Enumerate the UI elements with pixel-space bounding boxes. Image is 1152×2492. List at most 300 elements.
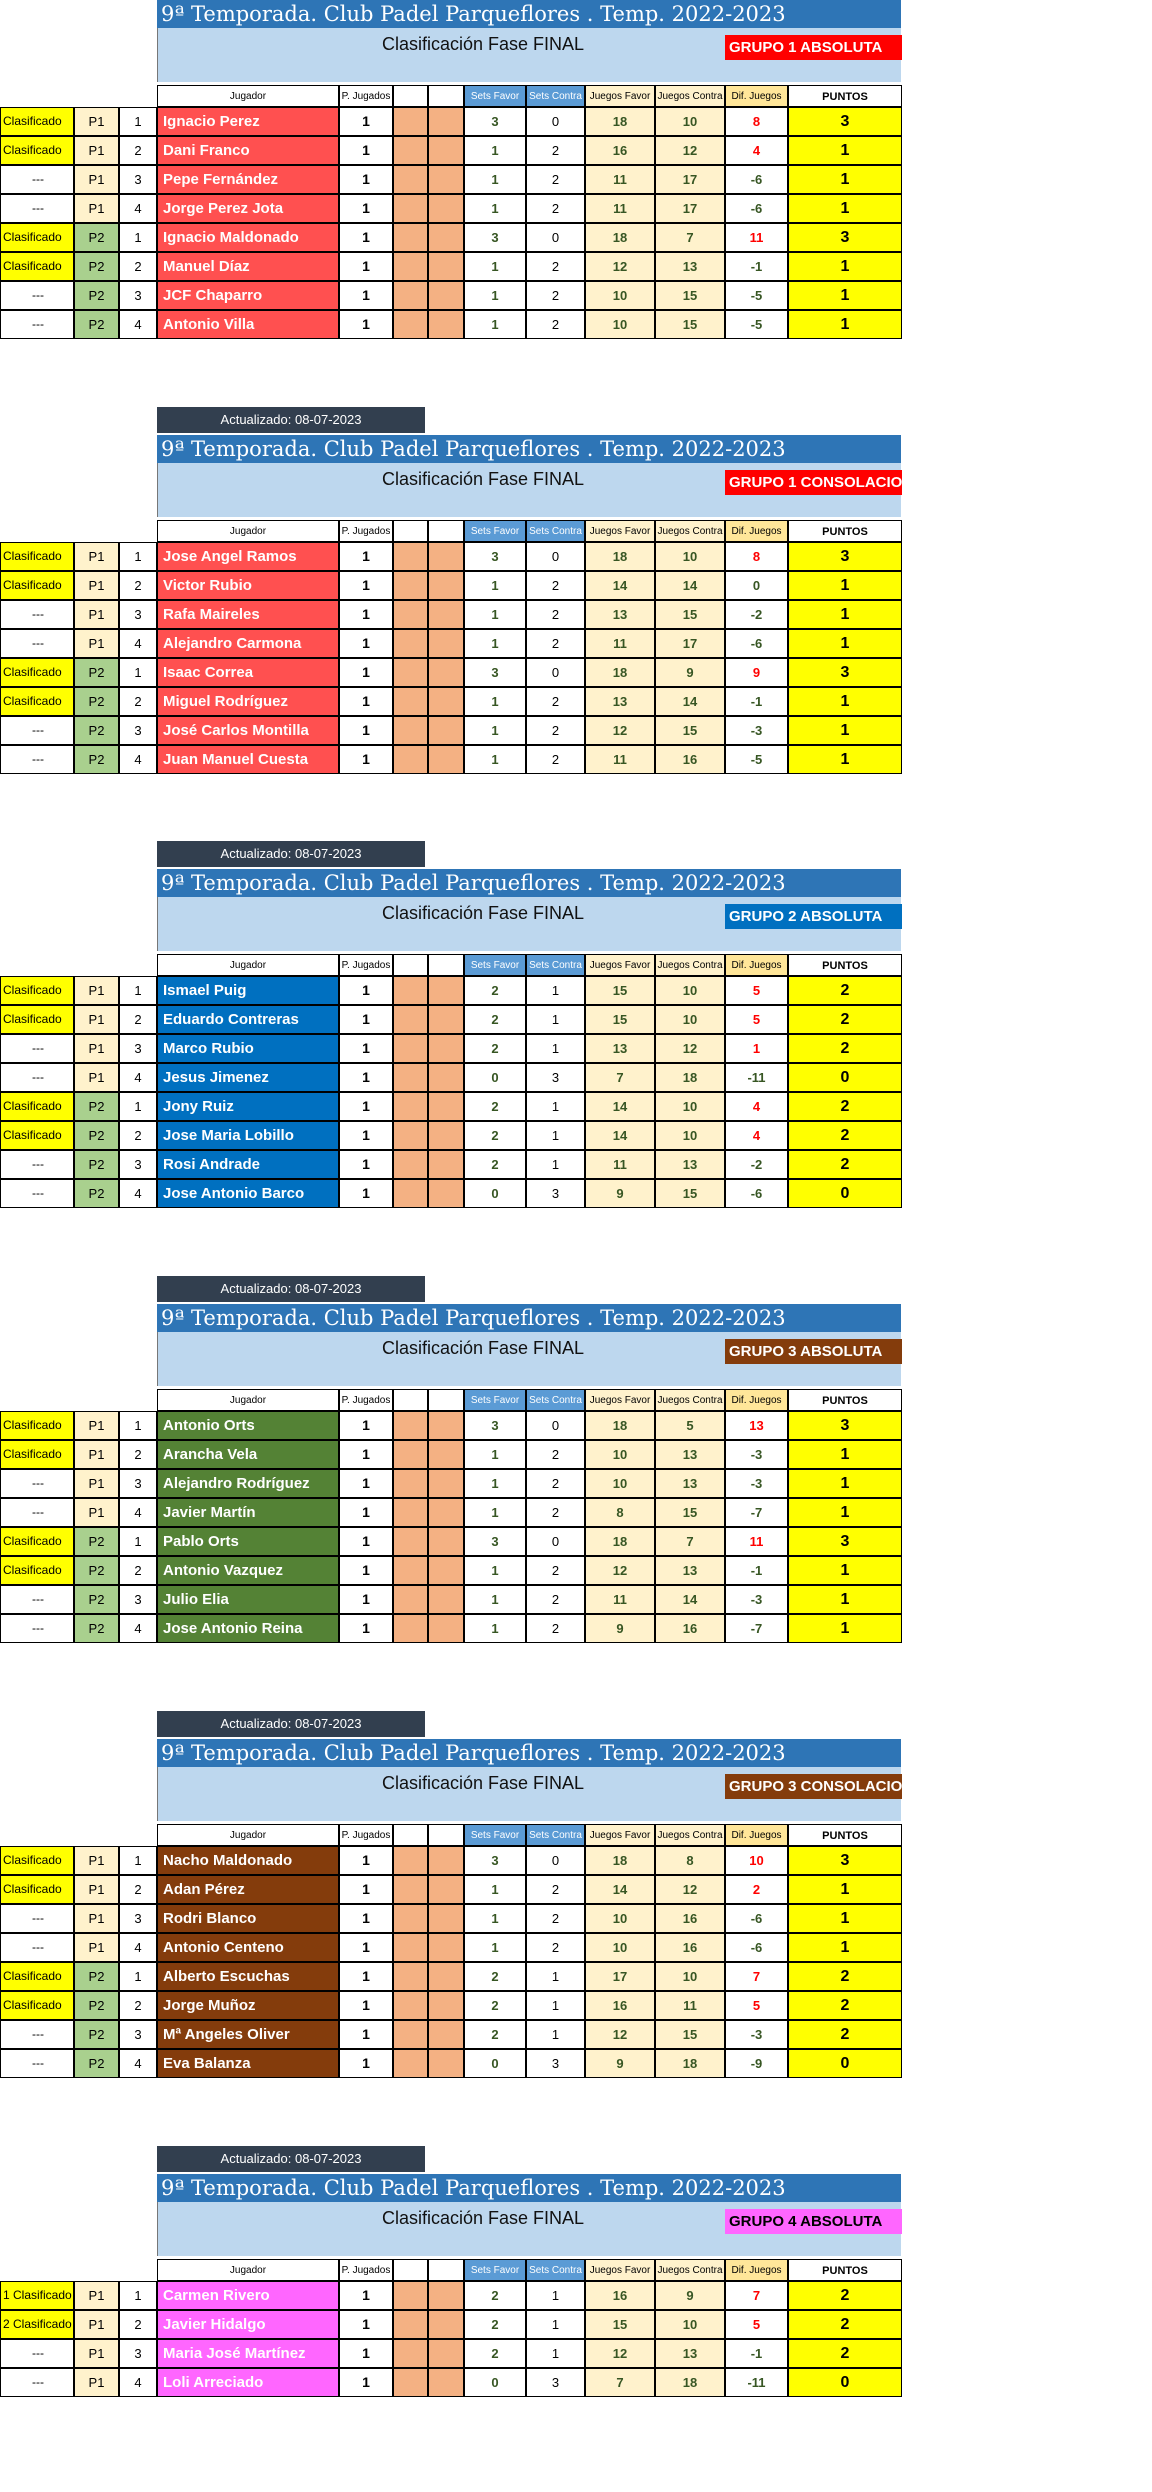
juegos-contra-cell: 10 [655,1005,725,1034]
juegos-contra-cell: 16 [655,1614,725,1643]
juegos-favor-cell: 18 [585,1411,655,1440]
position-cell: 4 [119,310,157,339]
sets-favor-cell: 3 [464,658,526,687]
dif-juegos-cell: -6 [725,1179,788,1208]
juegos-contra-cell: 5 [655,1411,725,1440]
status-cell: --- [0,2020,74,2049]
puntos-cell: 1 [788,571,902,600]
partidos-jugados-cell: 1 [339,571,393,600]
sets-contra-cell: 2 [526,310,585,339]
player-name: Isaac Correa [157,658,339,687]
empty-cell-1 [393,1527,428,1556]
subtitle-bar [157,463,901,517]
empty-cell-2 [428,1034,464,1063]
partidos-jugados-cell: 1 [339,1440,393,1469]
empty-cell-1 [393,2310,428,2339]
player-name: Alejandro Carmona [157,629,339,658]
juegos-contra-cell: 14 [655,1585,725,1614]
player-name: Jony Ruiz [157,1092,339,1121]
table-row [0,310,902,339]
juegos-favor-cell: 14 [585,571,655,600]
table-row [0,2281,902,2310]
position-cell: 2 [119,2310,157,2339]
group-tag: GRUPO 2 ABSOLUTA [725,904,902,929]
empty-cell-1 [393,1962,428,1991]
header-empty-2 [428,520,464,542]
juegos-contra-cell: 18 [655,1063,725,1092]
empty-cell-1 [393,976,428,1005]
juegos-contra-cell: 13 [655,2339,725,2368]
empty-cell-2 [428,223,464,252]
sets-contra-cell: 2 [526,1585,585,1614]
partidos-jugados-cell: 1 [339,2368,393,2397]
puntos-cell: 2 [788,1121,902,1150]
position-cell: 2 [119,1440,157,1469]
player-name: Dani Franco [157,136,339,165]
position-cell: 1 [119,1846,157,1875]
status-cell: Clasificado [0,252,74,281]
dif-juegos-cell: -6 [725,629,788,658]
player-name: Jorge Muñoz [157,1991,339,2020]
empty-cell-1 [393,1411,428,1440]
league-title: 9ª Temporada. Club Padel Parqueflores . Temp. 2022-2023 [157,1739,901,1767]
header-dif-juegos: Dif. Juegos [725,520,788,542]
table-row [0,1498,902,1527]
juegos-contra-cell: 10 [655,976,725,1005]
status-cell: --- [0,1585,74,1614]
juegos-contra-cell: 15 [655,310,725,339]
status-cell: --- [0,1933,74,1962]
updated-label: Actualizado: 08-07-2023 [157,1711,425,1737]
sets-contra-cell: 3 [526,2368,585,2397]
status-cell: --- [0,1034,74,1063]
header-empty-2 [428,2259,464,2281]
pool-cell: P2 [74,1585,119,1614]
status-cell: --- [0,716,74,745]
dif-juegos-cell: 4 [725,1092,788,1121]
pool-cell: P2 [74,2049,119,2078]
empty-cell-1 [393,542,428,571]
pool-cell: P2 [74,716,119,745]
header-empty-1 [393,85,428,107]
table-row [0,1179,902,1208]
group-block-1 [0,0,1152,333]
position-cell: 1 [119,2281,157,2310]
dif-juegos-cell: -2 [725,600,788,629]
partidos-jugados-cell: 1 [339,629,393,658]
empty-cell-2 [428,976,464,1005]
puntos-cell: 2 [788,1034,902,1063]
header-sets-contra: Sets Contra [526,1824,585,1846]
dif-juegos-cell: 7 [725,1962,788,1991]
position-cell: 1 [119,107,157,136]
sets-contra-cell: 2 [526,600,585,629]
header-juegos-favor: Juegos Favor [585,1389,655,1411]
position-cell: 1 [119,1092,157,1121]
empty-cell-2 [428,600,464,629]
partidos-jugados-cell: 1 [339,2310,393,2339]
pool-cell: P2 [74,310,119,339]
puntos-cell: 1 [788,1904,902,1933]
puntos-cell: 2 [788,1005,902,1034]
sets-contra-cell: 0 [526,1846,585,1875]
player-name: Javier Martín [157,1498,339,1527]
status-cell: --- [0,281,74,310]
partidos-jugados-cell: 1 [339,2020,393,2049]
header-empty-1 [393,1389,428,1411]
status-cell: Clasificado [0,1411,74,1440]
juegos-contra-cell: 10 [655,1092,725,1121]
sets-favor-cell: 1 [464,1556,526,1585]
position-cell: 3 [119,1904,157,1933]
sets-favor-cell: 1 [464,136,526,165]
empty-cell-1 [393,2339,428,2368]
pool-cell: P1 [74,542,119,571]
sets-favor-cell: 1 [464,1933,526,1962]
player-name: Eduardo Contreras [157,1005,339,1034]
empty-cell-1 [393,2281,428,2310]
puntos-cell: 2 [788,1962,902,1991]
table-row [0,107,902,136]
juegos-contra-cell: 15 [655,716,725,745]
empty-cell-1 [393,1614,428,1643]
header-sets-favor: Sets Favor [464,1389,526,1411]
table-row [0,1933,902,1962]
league-title: 9ª Temporada. Club Padel Parqueflores . Temp. 2022-2023 [157,869,901,897]
empty-cell-1 [393,1179,428,1208]
sets-favor-cell: 3 [464,1846,526,1875]
juegos-favor-cell: 16 [585,136,655,165]
header-empty-1 [393,954,428,976]
juegos-favor-cell: 18 [585,1527,655,1556]
header-sets-favor: Sets Favor [464,2259,526,2281]
table-row [0,1585,902,1614]
position-cell: 4 [119,1063,157,1092]
sets-favor-cell: 1 [464,252,526,281]
subtitle-bar [157,2202,901,2256]
empty-cell-2 [428,1962,464,1991]
juegos-favor-cell: 11 [585,165,655,194]
header-juegos-favor: Juegos Favor [585,954,655,976]
subtitle-bar [157,1332,901,1386]
empty-cell-1 [393,136,428,165]
partidos-jugados-cell: 1 [339,194,393,223]
juegos-favor-cell: 18 [585,107,655,136]
header-jugador: Jugador [157,1824,339,1846]
player-name: Jose Angel Ramos [157,542,339,571]
pool-cell: P2 [74,1962,119,1991]
juegos-favor-cell: 12 [585,2020,655,2049]
empty-cell-2 [428,252,464,281]
standings-rows [0,542,902,774]
table-row [0,1556,902,1585]
phase-subtitle: Clasificación Fase FINAL [381,1773,585,1793]
pool-cell: P1 [74,107,119,136]
empty-cell-1 [393,252,428,281]
partidos-jugados-cell: 1 [339,1527,393,1556]
sets-contra-cell: 2 [526,1933,585,1962]
sets-contra-cell: 3 [526,1179,585,1208]
updated-label: Actualizado: 08-07-2023 [157,2146,425,2172]
table-row [0,1150,902,1179]
table-row [0,716,902,745]
pool-cell: P2 [74,745,119,774]
juegos-favor-cell: 8 [585,1498,655,1527]
puntos-cell: 1 [788,745,902,774]
position-cell: 1 [119,542,157,571]
dif-juegos-cell: -5 [725,310,788,339]
dif-juegos-cell: 10 [725,1846,788,1875]
partidos-jugados-cell: 1 [339,281,393,310]
empty-cell-2 [428,1875,464,1904]
position-cell: 3 [119,281,157,310]
sets-contra-cell: 2 [526,571,585,600]
pool-cell: P1 [74,1034,119,1063]
phase-subtitle: Clasificación Fase FINAL [381,1338,585,1358]
sets-contra-cell: 1 [526,1121,585,1150]
dif-juegos-cell: -1 [725,252,788,281]
pool-cell: P1 [74,600,119,629]
position-cell: 1 [119,1527,157,1556]
status-cell: Clasificado [0,1092,74,1121]
table-row [0,2339,902,2368]
sets-favor-cell: 2 [464,2020,526,2049]
header-empty-1 [393,2259,428,2281]
group-tag: GRUPO 1 ABSOLUTA [725,35,902,60]
sets-contra-cell: 2 [526,1440,585,1469]
sets-favor-cell: 1 [464,629,526,658]
player-name: Rodri Blanco [157,1904,339,1933]
player-name: Victor Rubio [157,571,339,600]
sets-favor-cell: 2 [464,1962,526,1991]
position-cell: 3 [119,1469,157,1498]
sets-favor-cell: 1 [464,745,526,774]
table-row [0,745,902,774]
puntos-cell: 3 [788,658,902,687]
puntos-cell: 1 [788,136,902,165]
partidos-jugados-cell: 1 [339,976,393,1005]
table-row [0,1962,902,1991]
sets-favor-cell: 2 [464,976,526,1005]
pool-cell: P2 [74,281,119,310]
table-row [0,976,902,1005]
player-name: Antonio Centeno [157,1933,339,1962]
status-cell: 1 Clasificado [0,2281,74,2310]
juegos-favor-cell: 11 [585,1150,655,1179]
position-cell: 2 [119,136,157,165]
empty-cell-2 [428,281,464,310]
table-row [0,1063,902,1092]
pool-cell: P1 [74,2339,119,2368]
empty-cell-2 [428,1469,464,1498]
status-cell: Clasificado [0,687,74,716]
partidos-jugados-cell: 1 [339,1150,393,1179]
juegos-contra-cell: 15 [655,1498,725,1527]
dif-juegos-cell: 5 [725,2310,788,2339]
status-cell: Clasificado [0,1527,74,1556]
juegos-favor-cell: 13 [585,600,655,629]
partidos-jugados-cell: 1 [339,1092,393,1121]
juegos-favor-cell: 10 [585,1933,655,1962]
puntos-cell: 2 [788,976,902,1005]
player-name: Ignacio Perez [157,107,339,136]
pool-cell: P1 [74,1005,119,1034]
juegos-favor-cell: 10 [585,1469,655,1498]
empty-cell-1 [393,1063,428,1092]
player-name: JCF Chaparro [157,281,339,310]
position-cell: 1 [119,223,157,252]
empty-cell-2 [428,1846,464,1875]
position-cell: 4 [119,629,157,658]
position-cell: 3 [119,1034,157,1063]
sets-contra-cell: 2 [526,629,585,658]
dif-juegos-cell: -5 [725,281,788,310]
dif-juegos-cell: -3 [725,1440,788,1469]
status-cell: --- [0,2368,74,2397]
header-dif-juegos: Dif. Juegos [725,85,788,107]
player-name: Julio Elia [157,1585,339,1614]
empty-cell-1 [393,1034,428,1063]
empty-cell-2 [428,1150,464,1179]
pool-cell: P2 [74,1556,119,1585]
sets-favor-cell: 2 [464,1121,526,1150]
status-cell: --- [0,629,74,658]
partidos-jugados-cell: 1 [339,310,393,339]
empty-cell-1 [393,2049,428,2078]
group-block-2 [0,407,1152,768]
juegos-favor-cell: 12 [585,1556,655,1585]
partidos-jugados-cell: 1 [339,1962,393,1991]
sets-contra-cell: 1 [526,1991,585,2020]
juegos-favor-cell: 13 [585,1034,655,1063]
player-name: Jose Maria Lobillo [157,1121,339,1150]
juegos-contra-cell: 16 [655,1933,725,1962]
empty-cell-2 [428,1556,464,1585]
header-puntos: PUNTOS [788,954,902,976]
empty-cell-2 [428,2310,464,2339]
position-cell: 1 [119,1962,157,1991]
sets-contra-cell: 0 [526,1411,585,1440]
position-cell: 3 [119,1585,157,1614]
sets-favor-cell: 0 [464,2368,526,2397]
partidos-jugados-cell: 1 [339,1904,393,1933]
player-name: Rosi Andrade [157,1150,339,1179]
partidos-jugados-cell: 1 [339,1063,393,1092]
position-cell: 4 [119,1933,157,1962]
empty-cell-2 [428,136,464,165]
pool-cell: P1 [74,2310,119,2339]
header-juegos-contra: Juegos Contra [655,954,725,976]
header-empty-2 [428,1389,464,1411]
pool-cell: P1 [74,136,119,165]
standings-rows [0,107,902,339]
empty-cell-1 [393,223,428,252]
header-juegos-favor: Juegos Favor [585,1824,655,1846]
status-cell: Clasificado [0,1005,74,1034]
header-partidos-jugados: P. Jugados [339,2259,393,2281]
sets-contra-cell: 0 [526,223,585,252]
pool-cell: P2 [74,1991,119,2020]
juegos-contra-cell: 10 [655,542,725,571]
sets-contra-cell: 1 [526,1962,585,1991]
table-row [0,252,902,281]
sets-favor-cell: 1 [464,1469,526,1498]
updated-label: Actualizado: 08-07-2023 [157,407,425,433]
puntos-cell: 1 [788,1614,902,1643]
pool-cell: P1 [74,1846,119,1875]
juegos-favor-cell: 9 [585,2049,655,2078]
header-partidos-jugados: P. Jugados [339,954,393,976]
dif-juegos-cell: 8 [725,542,788,571]
juegos-favor-cell: 16 [585,2281,655,2310]
juegos-contra-cell: 14 [655,571,725,600]
dif-juegos-cell: -11 [725,1063,788,1092]
puntos-cell: 1 [788,1469,902,1498]
juegos-contra-cell: 13 [655,1440,725,1469]
juegos-favor-cell: 15 [585,1005,655,1034]
puntos-cell: 1 [788,281,902,310]
pool-cell: P1 [74,629,119,658]
standings-rows [0,1846,902,2078]
juegos-favor-cell: 9 [585,1179,655,1208]
header-sets-favor: Sets Favor [464,1824,526,1846]
sets-contra-cell: 2 [526,1875,585,1904]
puntos-cell: 3 [788,542,902,571]
table-row [0,1092,902,1121]
empty-cell-2 [428,542,464,571]
position-cell: 4 [119,745,157,774]
empty-cell-2 [428,571,464,600]
empty-cell-2 [428,1614,464,1643]
standings-rows [0,976,902,1208]
empty-cell-2 [428,2339,464,2368]
header-empty-1 [393,520,428,542]
sets-favor-cell: 3 [464,223,526,252]
status-cell: --- [0,2339,74,2368]
dif-juegos-cell: 5 [725,976,788,1005]
table-row [0,1034,902,1063]
sets-contra-cell: 1 [526,2339,585,2368]
juegos-contra-cell: 15 [655,281,725,310]
player-name: Jorge Perez Jota [157,194,339,223]
dif-juegos-cell: -5 [725,745,788,774]
sets-contra-cell: 2 [526,136,585,165]
player-name: Antonio Orts [157,1411,339,1440]
header-empty-1 [393,1824,428,1846]
empty-cell-1 [393,107,428,136]
status-cell: --- [0,310,74,339]
player-name: Juan Manuel Cuesta [157,745,339,774]
status-cell: Clasificado [0,1440,74,1469]
sets-contra-cell: 2 [526,1556,585,1585]
header-sets-favor: Sets Favor [464,520,526,542]
puntos-cell: 1 [788,687,902,716]
empty-cell-1 [393,1991,428,2020]
empty-cell-2 [428,2049,464,2078]
header-empty-2 [428,85,464,107]
status-cell: Clasificado [0,1962,74,1991]
empty-cell-1 [393,1150,428,1179]
puntos-cell: 2 [788,1991,902,2020]
juegos-favor-cell: 12 [585,716,655,745]
empty-cell-2 [428,1904,464,1933]
dif-juegos-cell: -2 [725,1150,788,1179]
sets-favor-cell: 1 [464,194,526,223]
juegos-favor-cell: 11 [585,629,655,658]
juegos-favor-cell: 11 [585,1585,655,1614]
sets-contra-cell: 2 [526,281,585,310]
partidos-jugados-cell: 1 [339,1469,393,1498]
